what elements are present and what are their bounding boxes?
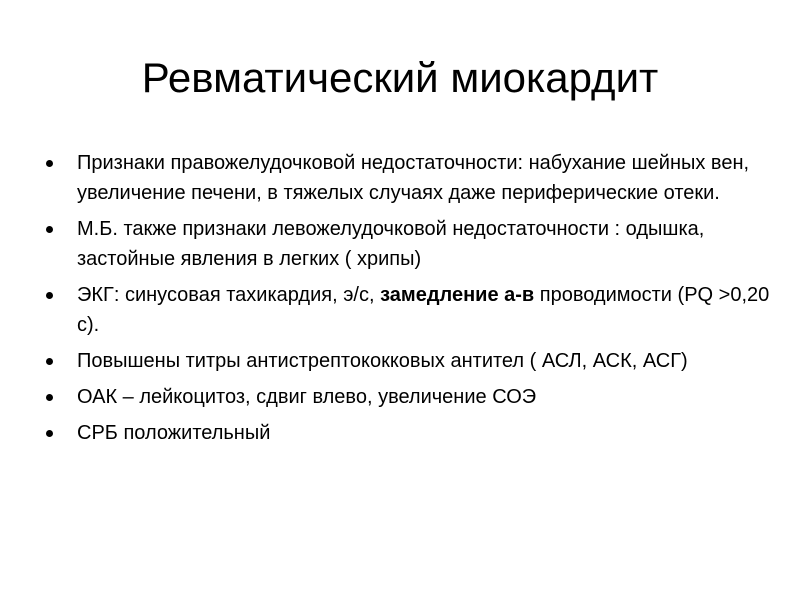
list-item <box>40 148 770 208</box>
bullet-text: СРБ положительный <box>77 422 271 444</box>
bullet-text-before: ЭКГ: синусовая тахикардия, э/с, <box>77 284 381 306</box>
bullet-text-after: проводимости (PQ >0,20 с). <box>77 284 770 336</box>
list-item <box>40 418 770 448</box>
slide-title: Ревматический миокардит <box>141 54 659 101</box>
bullet-text: ОАК – лейкоцитоз, сдвиг влево, увеличение СОЭ <box>77 386 537 408</box>
bullet-text-bold: замедление а-в <box>380 284 535 306</box>
bullet-dot-icon <box>46 226 53 233</box>
list-item <box>40 280 770 340</box>
list-item <box>40 346 770 376</box>
list-item <box>40 214 770 274</box>
bullet-dot-icon <box>46 292 53 299</box>
list-item <box>40 382 770 412</box>
bullet-text: Признаки правожелудочковой недостаточности: набухание шейных вен, увеличение печени, в тяжелых случаях даже периферические отеки. <box>77 152 750 204</box>
bullet-dot-icon <box>46 394 53 401</box>
bullet-text: М.Б. также признаки левожелудочковой недостаточности : одышка, застойные явления в легких ( хрипы) <box>77 218 705 270</box>
bullet-dot-icon <box>46 430 53 437</box>
bullet-dot-icon <box>46 160 53 167</box>
bullet-dot-icon <box>46 358 53 365</box>
bullet-text: Повышены титры антистрептококковых антител ( АСЛ, АСК, АСГ) <box>77 350 688 372</box>
bullet-list <box>40 148 770 454</box>
